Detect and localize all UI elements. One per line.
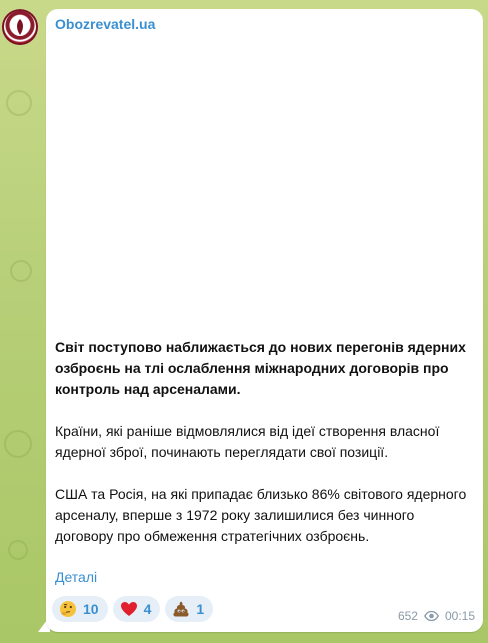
reaction-poo[interactable]: [165, 596, 213, 622]
message-text: [55, 337, 475, 568]
wallpaper-doodle: [8, 540, 28, 560]
reaction-count: 10: [83, 601, 99, 617]
message-meta: [398, 609, 475, 623]
reaction-count: 1: [196, 601, 205, 617]
eye-icon: [424, 611, 439, 621]
thinking-face-icon: [59, 600, 77, 618]
message-time: 00:15: [444, 609, 475, 623]
red-heart-icon: [120, 600, 138, 618]
channel-avatar[interactable]: [2, 9, 38, 45]
message-paragraph: Країни, які раніше відмовлялися від ідеї створення власної ядерної зброї, починають переглядати свої позиції.: [55, 423, 440, 460]
message-paragraph: США та Росія, на які припадає близько 86% світового ядерного арсеналу, вперше з 1972 року залишилися без чинного договору про обмеження стратегічних озброєнь.: [55, 486, 467, 544]
reaction-heart[interactable]: [113, 596, 161, 622]
message-paragraph-lead: Світ поступово наближається до нових перегонів ядерних озброєнь на тлі ослаблення міжнародних договорів про контроль над арсеналами.: [55, 339, 466, 397]
wallpaper-doodle: [4, 430, 32, 458]
reaction-count: 4: [143, 601, 152, 617]
wallpaper-doodle: [10, 260, 32, 282]
reactions-bar: [52, 596, 213, 622]
view-count: 652: [397, 609, 418, 623]
pile-of-poo-icon: [172, 600, 190, 618]
reaction-thinking[interactable]: [52, 596, 108, 622]
message-media[interactable]: [46, 39, 483, 334]
channel-message-bubble: [46, 9, 483, 632]
channel-logo-icon: [2, 9, 38, 45]
details-link[interactable]: Деталі: [55, 569, 98, 585]
wallpaper-doodle: [6, 90, 32, 116]
channel-name-link[interactable]: Obozrevatel.ua: [55, 16, 156, 32]
